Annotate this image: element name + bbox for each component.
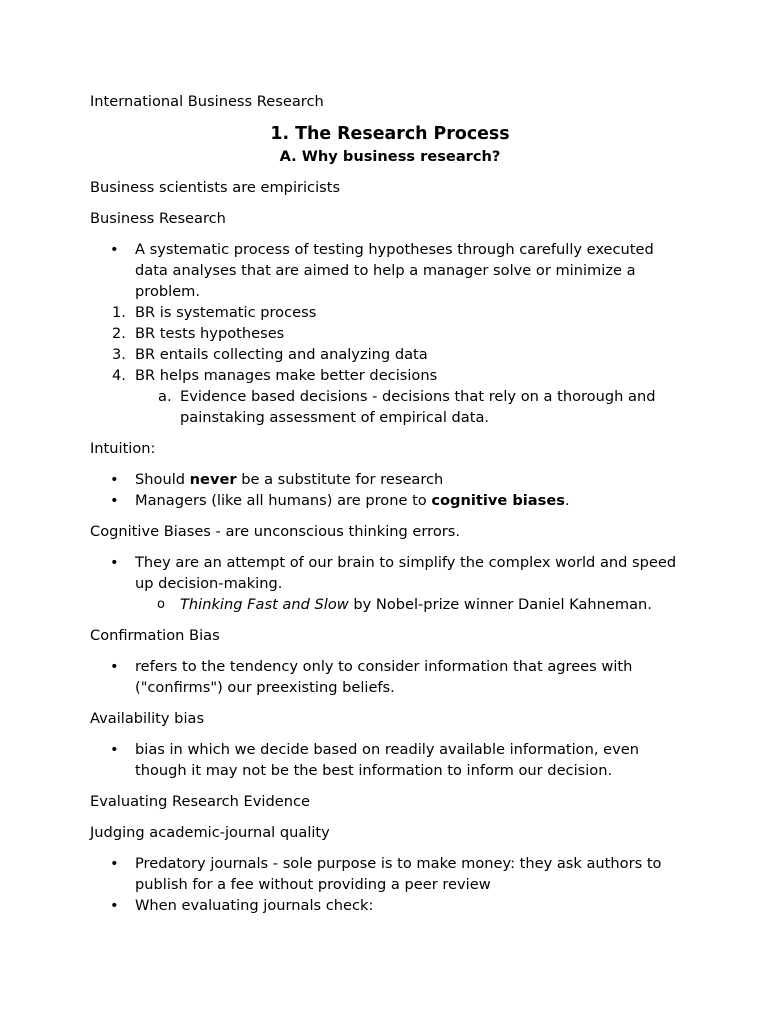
bullet-icon: •	[110, 471, 119, 488]
br-bullet-list	[90, 239, 690, 302]
subsection-heading: A. Why business research?	[279, 148, 501, 165]
document-body	[90, 91, 690, 926]
confirmation-bias-label: Confirmation Bias	[90, 627, 220, 644]
cognitive-list	[90, 552, 690, 594]
cognitive-biases-label: Cognitive Biases - are unconscious thinking errors.	[90, 523, 461, 540]
br-numbered-list	[90, 302, 690, 386]
list-item-text: BR is systematic process	[135, 304, 317, 321]
course-title: International Business Research	[90, 93, 324, 110]
list-item-text	[135, 471, 443, 488]
paragraph-empiricists: Business scientists are empiricists	[90, 179, 341, 196]
list-item	[90, 853, 690, 895]
list-item	[90, 344, 690, 365]
text-run: .	[564, 492, 570, 509]
paragraph-business-research: Business Research	[90, 210, 226, 227]
list-item-text: BR helps manages make better decisions	[135, 367, 438, 384]
list-item	[90, 302, 690, 323]
list-item	[90, 656, 690, 698]
bullet-icon: •	[110, 741, 119, 758]
evaluating-label: Evaluating Research Evidence	[90, 793, 310, 810]
availability-bias-label: Availability bias	[90, 710, 205, 727]
confirmation-list	[90, 656, 690, 698]
list-item	[90, 739, 690, 781]
bullet-icon: •	[110, 658, 119, 675]
list-item	[90, 895, 690, 916]
list-number: 3.	[112, 346, 126, 363]
list-item-text: bias in which we decide based on readily available information, even though it may not be the best information to inform our decision.	[135, 741, 639, 779]
br-sub-list	[90, 386, 690, 428]
list-letter: a.	[158, 388, 172, 405]
bullet-icon: •	[110, 492, 119, 509]
list-item-text: BR entails collecting and analyzing data	[135, 346, 428, 363]
list-item-text: refers to the tendency only to consider information that agrees with ("confirms") our preexisting beliefs.	[135, 658, 633, 696]
bullet-icon: •	[110, 554, 119, 571]
text-run: Managers (like all humans) are prone to	[135, 492, 432, 509]
list-number: 1.	[112, 304, 126, 321]
list-item	[90, 386, 690, 428]
section-heading	[90, 122, 690, 146]
bullet-icon: •	[110, 855, 119, 872]
list-item-text	[135, 492, 570, 509]
book-title: Thinking Fast and Slow	[180, 596, 349, 613]
list-item	[90, 552, 690, 594]
list-item	[90, 323, 690, 344]
list-item	[90, 239, 690, 302]
bullet-icon: •	[110, 897, 119, 914]
judging-label: Judging academic-journal quality	[90, 824, 330, 841]
bold-text: never	[189, 471, 237, 488]
circle-bullet-icon: o	[157, 597, 165, 612]
list-item-text: Predatory journals - sole purpose is to make money: they ask authors to publish for a fee without providing a peer review	[135, 855, 662, 893]
section-title: The Research Process	[295, 124, 510, 144]
list-item	[90, 490, 690, 511]
intuition-label: Intuition:	[90, 440, 156, 457]
bullet-icon: •	[110, 241, 119, 258]
list-item-text: They are an attempt of our brain to simplify the complex world and speed up decision-making.	[135, 554, 677, 592]
intuition-list	[90, 469, 690, 511]
list-number: 4.	[112, 367, 126, 384]
list-item-text	[180, 596, 652, 613]
list-item-text: A systematic process of testing hypotheses through carefully executed data analyses that are aimed to help a manager solve or minimize a problem.	[135, 241, 654, 300]
list-item	[90, 365, 690, 386]
availability-list	[90, 739, 690, 781]
section-number: 1.	[270, 124, 290, 144]
text-run: Should	[135, 471, 190, 488]
list-item-text: BR tests hypotheses	[135, 325, 285, 342]
list-number: 2.	[112, 325, 126, 342]
judging-list	[90, 853, 690, 916]
bold-text: cognitive biases	[431, 492, 565, 509]
list-item-text: When evaluating journals check:	[135, 897, 374, 914]
cognitive-sub-list	[90, 594, 690, 615]
list-item	[90, 594, 690, 615]
list-item-text: Evidence based decisions - decisions that rely on a thorough and painstaking assessment of empirical data.	[180, 388, 656, 426]
list-item	[90, 469, 690, 490]
text-run: by Nobel-prize winner Daniel Kahneman.	[348, 596, 652, 613]
text-run: be a substitute for research	[236, 471, 444, 488]
